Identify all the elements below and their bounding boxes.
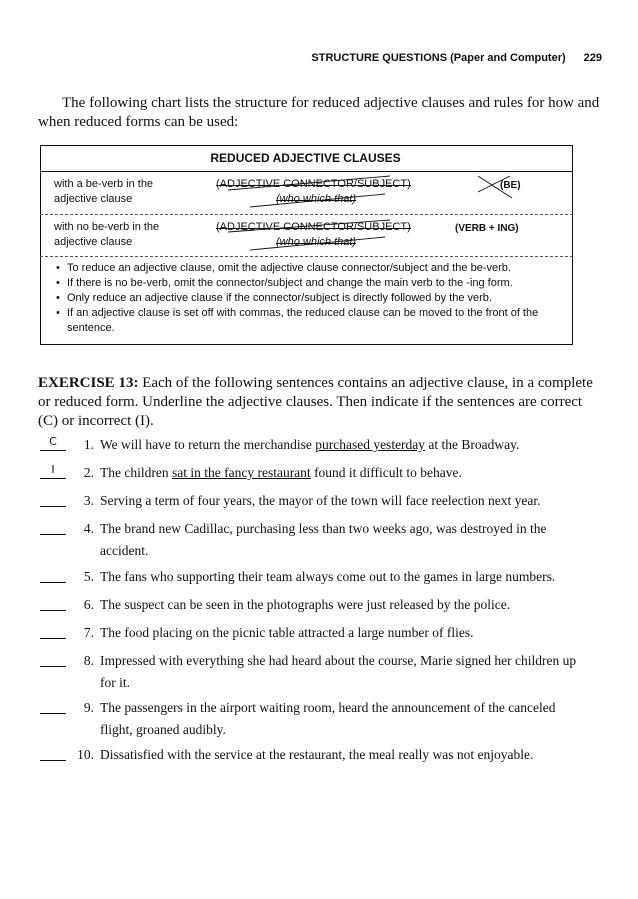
item-sentence: The fans who supporting their team always come out to the games in large numbers. bbox=[100, 569, 556, 584]
row2-label: with no be-verb in the adjective clause bbox=[54, 221, 160, 248]
answer-blank[interactable] bbox=[40, 744, 66, 761]
exercise-instructions bbox=[38, 374, 598, 431]
answer-blank[interactable] bbox=[40, 650, 66, 667]
item-sentence: Serving a term of four years, the mayor of the town will face reelection next year. bbox=[100, 493, 541, 508]
header-title: STRUCTURE QUESTIONS (Paper and Computer) bbox=[311, 52, 566, 64]
rule-item: • If there is no be-verb, omit the connector/subject and change the main verb to the -ing form. bbox=[56, 276, 564, 291]
intro-paragraph: The following chart lists the structure for reduced adjective clauses and rules for how and when reduced forms can be used: bbox=[38, 95, 600, 130]
item-sentence: The children sat in the fancy restaurant found it difficult to behave. bbox=[100, 465, 462, 480]
answer-blank[interactable]: C bbox=[40, 434, 66, 451]
row2-connector-struck: (ADJECTIVE CONNECTOR/SUBJECT) bbox=[216, 221, 411, 233]
item-number: 9. bbox=[83, 700, 94, 715]
item-number: 3. bbox=[83, 493, 94, 508]
row2-formula bbox=[216, 220, 411, 250]
item-sentence: The food placing on the picnic table attracted a large number of flies. bbox=[100, 625, 474, 640]
answer-blank[interactable] bbox=[40, 697, 66, 714]
rule-item: • Only reduce an adjective clause if the connector/subject is directly followed by the verb. bbox=[56, 291, 564, 306]
item-sentence: Dissatisfied with the service at the restaurant, the meal really was not enjoyable. bbox=[100, 747, 534, 762]
item-number: 5. bbox=[83, 569, 94, 584]
rules-list bbox=[56, 261, 564, 336]
item-number: 8. bbox=[83, 653, 94, 668]
answer-blank[interactable] bbox=[40, 566, 66, 583]
row2-verb-ing: (VERB + ING) bbox=[455, 223, 519, 234]
page-number: 229 bbox=[583, 52, 602, 64]
item-number: 2. bbox=[83, 465, 94, 480]
row1-be: (BE) bbox=[500, 180, 521, 191]
item-number: 6. bbox=[83, 597, 94, 612]
item-sentence: The passengers in the airport waiting room, heard the announcement of the canceled flight, groaned audibly. bbox=[100, 700, 556, 737]
item-number: 7. bbox=[83, 625, 94, 640]
row1-connector-struck: (ADJECTIVE CONNECTOR/SUBJECT) bbox=[216, 178, 411, 190]
chart-title: REDUCED ADJECTIVE CLAUSES bbox=[210, 151, 401, 165]
exercise-text: Each of the following sentences contains an adjective clause, in a complete or reduced form. Underline the adjective clauses. Then indicate if the sentences are correct (C) or incorrect (I). bbox=[38, 375, 593, 429]
item-sentence: The brand new Cadillac, purchasing less than two weeks ago, was destroyed in the accident. bbox=[100, 521, 547, 558]
row2-pronouns-struck: (who which that) bbox=[276, 236, 357, 248]
item-sentence: We will have to return the merchandise purchased yesterday at the Broadway. bbox=[100, 437, 520, 452]
item-sentence: Impressed with everything she had heard about the course, Marie signed her children up for it. bbox=[100, 653, 577, 690]
answer-blank[interactable]: I bbox=[40, 462, 66, 479]
underlined-clause: purchased yesterday bbox=[315, 437, 426, 452]
row1-pronouns-struck: (who which that) bbox=[276, 193, 357, 205]
item-number: 4. bbox=[83, 521, 94, 536]
answer-blank[interactable] bbox=[40, 518, 66, 535]
answer-blank[interactable] bbox=[40, 594, 66, 611]
rule-item: • If an adjective clause is set off with commas, the reduced clause can be moved to the front of the sentence. bbox=[56, 306, 564, 336]
answer-blank[interactable] bbox=[40, 490, 66, 507]
item-number: 1. bbox=[83, 437, 94, 452]
answer-blank[interactable] bbox=[40, 622, 66, 639]
item-sentence: The suspect can be seen in the photographs were just released by the police. bbox=[100, 597, 511, 612]
underlined-clause: sat in the fancy restaurant bbox=[171, 465, 311, 480]
rule-item: • To reduce an adjective clause, omit the adjective clause connector/subject and the be-verb. bbox=[56, 261, 564, 276]
exercise-label: EXERCISE 13: bbox=[38, 375, 139, 391]
row1-label: with a be-verb in the adjective clause bbox=[54, 178, 154, 205]
item-number: 10. bbox=[77, 747, 94, 762]
